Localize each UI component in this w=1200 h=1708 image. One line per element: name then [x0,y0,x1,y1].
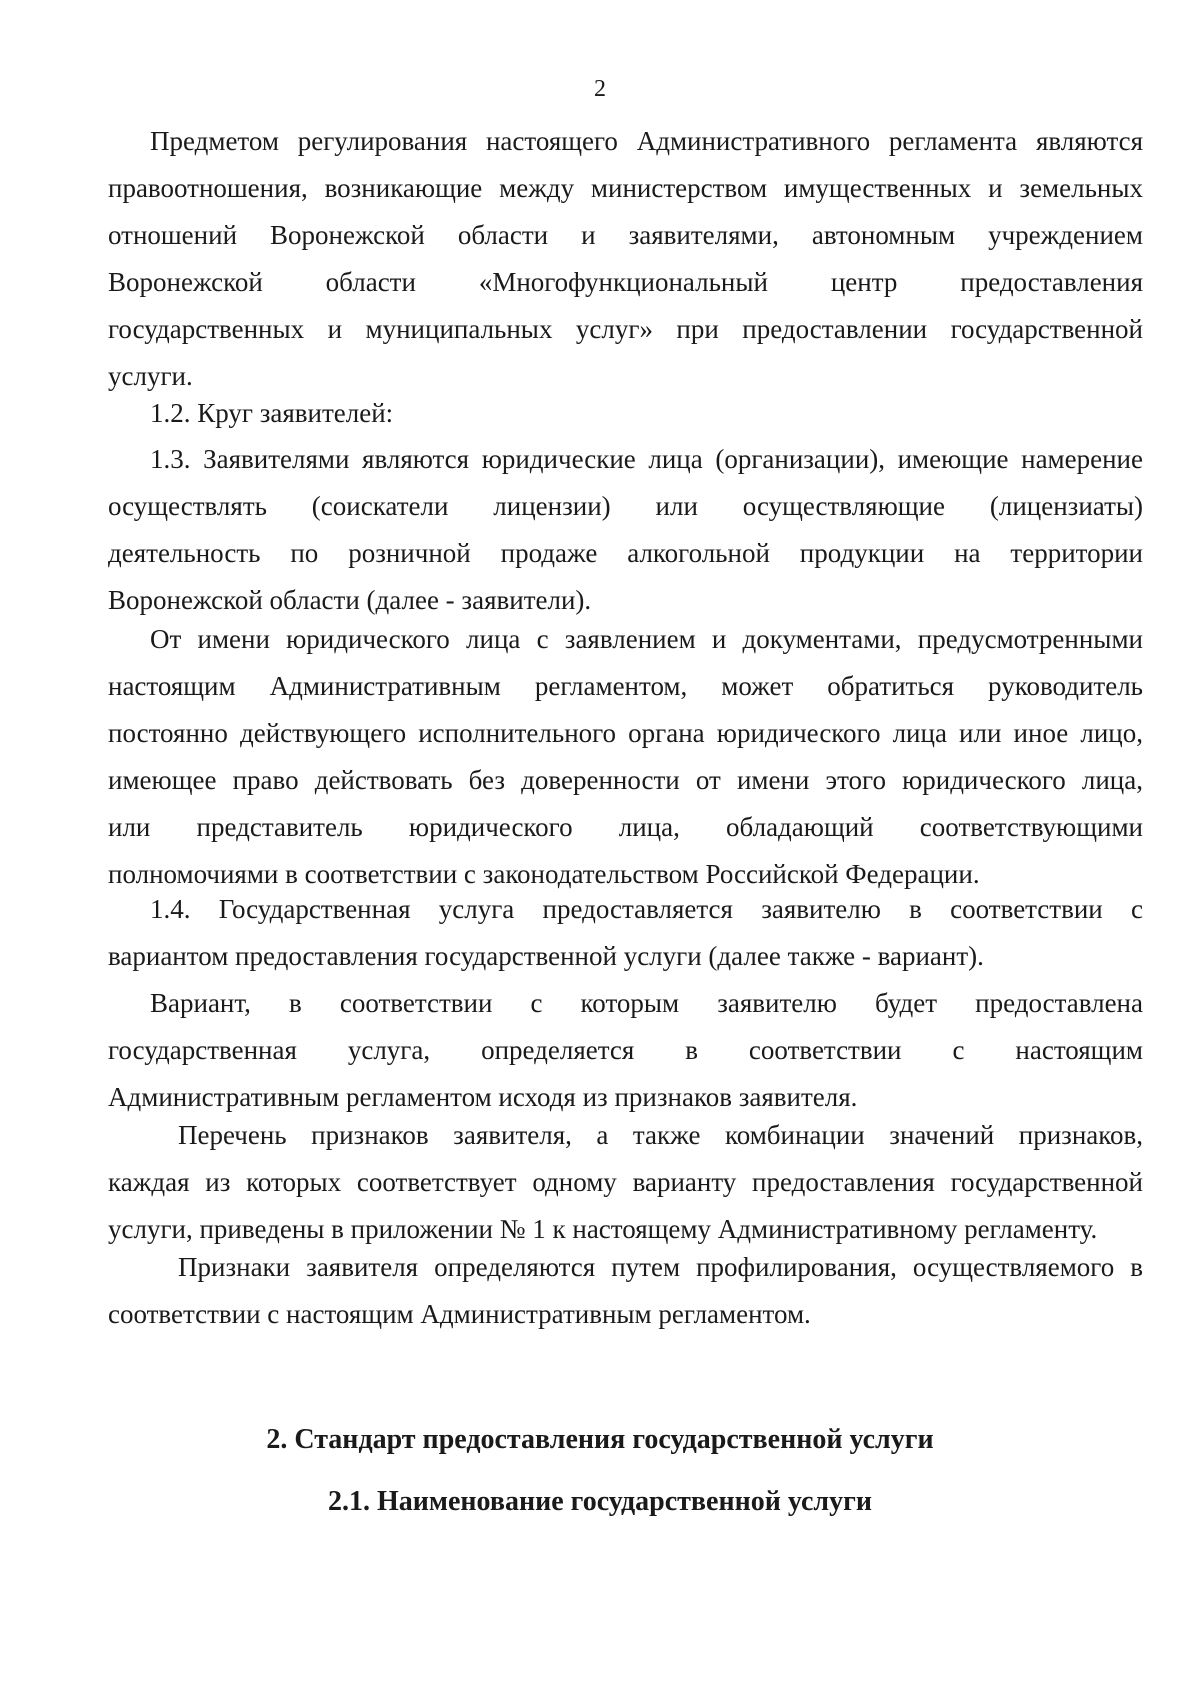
paragraph-1-3 [108,436,1143,624]
section-heading: 2. Стандарт предоставления государственной услуги [266,1424,934,1455]
paragraph-1-4 [108,886,1143,980]
paragraph-1-2 [108,390,1143,437]
paragraph-line: правоотношения, возникающие между министерством имущественных и земельных [108,173,1143,203]
paragraph-line: Предметом регулирования настоящего Административного регламента являются [150,126,1143,156]
subsection-heading: 2.1. Наименование государственной услуги [328,1486,872,1517]
paragraph-line: соответствии с настоящим Административным регламентом. [108,1299,811,1329]
paragraph-line: Административным регламентом исходя из признаков заявителя. [108,1082,858,1112]
paragraph-line: 1.3. Заявителями являются юридические лица (организации), имеющие намерение [150,444,1143,474]
paragraph-line: государственная услуга, определяется в соответствии с настоящим [108,1035,1143,1065]
paragraph-line: полномочиями в соответствии с законодательством Российской Федерации. [108,859,980,889]
paragraph-representative [108,616,1143,898]
paragraph-line: 1.4. Государственная услуга предоставляется заявителю в соответствии с [150,894,1143,924]
paragraph-line: каждая из которых соответствует одному варианту предоставления государственной [108,1167,1143,1197]
paragraph-list-of-features [108,1112,1143,1253]
paragraph-line: или представитель юридического лица, обладающий соответствующими [108,812,1143,842]
paragraph-line: настоящим Административным регламентом, может обратиться руководитель [108,671,1143,701]
paragraph-line: Воронежской области (далее - заявители). [108,585,592,615]
paragraph-subject-of-regulation [108,118,1143,400]
paragraph-line: Вариант, в соответствии с которым заявителю будет предоставлена [150,988,1143,1018]
paragraph-variant [108,980,1143,1121]
paragraph-line: Признаки заявителя определяются путем профилирования, осуществляемого в [178,1252,1143,1282]
paragraph-line: государственных и муниципальных услуг» при предоставлении государственной [108,314,1143,344]
paragraph-line: вариантом предоставления государственной услуги (далее также - вариант). [108,941,984,971]
paragraph-line: отношений Воронежской области и заявителями, автономным учреждением [108,220,1143,250]
paragraph-line: Перечень признаков заявителя, а также комбинации значений признаков, [178,1120,1143,1150]
paragraph-line: Воронежской области «Многофункциональный центр предоставления [108,267,1143,297]
paragraph-line: услуги. [108,361,193,391]
paragraph-line: постоянно действующего исполнительного органа юридического лица или иное лицо, [108,718,1143,748]
paragraph-line: услуги, приведены в приложении № 1 к настоящему Административному регламенту. [108,1214,1098,1244]
paragraph-line: деятельность по розничной продаже алкогольной продукции на территории [108,538,1143,568]
paragraph-profiling [108,1244,1143,1338]
page-number: 2 [594,76,606,102]
paragraph-line: осуществлять (соискатели лицензии) или осуществляющие (лицензиаты) [108,491,1143,521]
paragraph-line: 1.2. Круг заявителей: [150,398,394,428]
paragraph-line: От имени юридического лица с заявлением и документами, предусмотренными [150,624,1143,654]
paragraph-line: имеющее право действовать без доверенности от имени этого юридического лица, [108,765,1143,795]
